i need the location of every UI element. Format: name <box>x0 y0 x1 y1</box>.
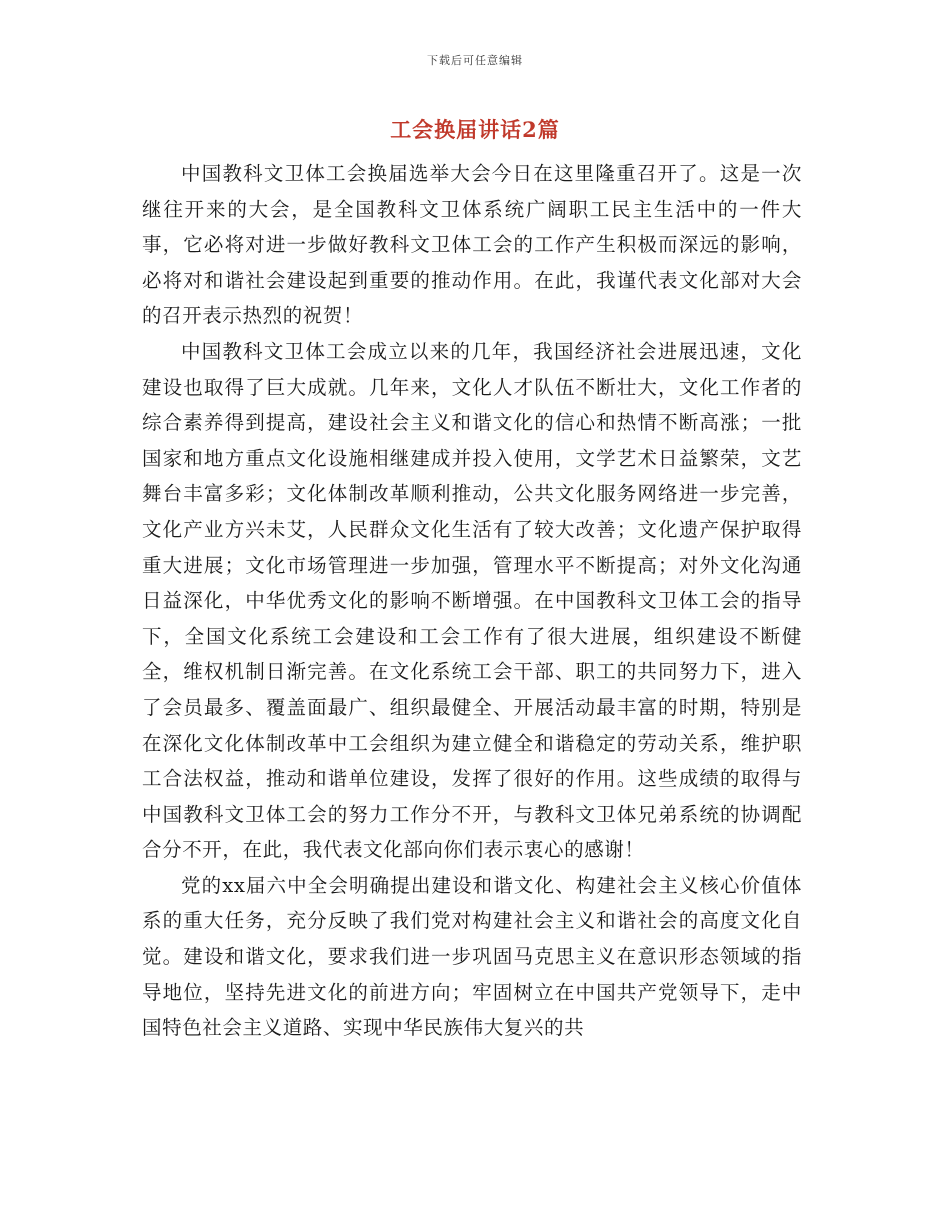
paragraph-3: 党的xx届六中全会明确提出建设和谐文化、构建社会主义核心价值体系的重大任务，充分反映了我们党对构建社会主义和谐社会的高度文化自觉。建设和谐文化，要求我们进一步巩固马克思主义在意识形态领域的指导地位，坚持先进文化的前进方向；牢固树立在中国共产党领导下，走中国特色社会主义道路、实现中华民族伟大复兴的共 <box>142 873 802 1040</box>
header-note: 下载后可任意编辑 <box>427 54 523 67</box>
paragraph-1: 中国教科文卫体工会换届选举大会今日在这里隆重召开了。这是一次继往开来的大会，是全国教科文卫体系统广阔职工民主生活中的一件大事，它必将对进一步做好教科文卫体工会的工作产生积极而深远的影响，必将对和谐社会建设起到重要的推动作用。在此，我谨代表文化部对大会的召开表示热烈的祝贺！ <box>142 162 802 328</box>
document-body <box>142 156 802 1046</box>
document-title: 工会换届讲话2篇 <box>390 117 560 142</box>
paragraph-2: 中国教科文卫体工会成立以来的几年，我国经济社会进展迅速，文化建设也取得了巨大成就。几年来，文化人才队伍不断壮大，文化工作者的综合素养得到提高，建设社会主义和谐文化的信心和热情不断高涨；一批国家和地方重点文化设施相继建成并投入使用，文学艺术日益繁荣，文艺舞台丰富多彩；文化体制改革顺利推动，公共文化服务网络进一步完善，文化产业方兴未艾，人民群众文化生活有了较大改善；文化遗产保护取得重大进展；文化市场管理进一步加强，管理水平不断提高；对外文化沟通日益深化，中华优秀文化的影响不断增强。在中国教科文卫体工会的指导下，全国文化系统工会建设和工会工作有了很大进展，组织建设不断健全，维权机制日渐完善。在文化系统工会干部、职工的共同努力下，进入了会员最多、覆盖面最广、组织最健全、开展活动最丰富的时期，特别是在深化文化体制改革中工会组织为建立健全和谐稳定的劳动关系，维护职工合法权益，推动和谐单位建设，发挥了很好的作用。这些成绩的取得与中国教科文卫体工会的努力工作分不开，与教科文卫体兄弟系统的协调配合分不开，在此，我代表文化部向你们表示衷心的感谢！ <box>142 339 802 862</box>
